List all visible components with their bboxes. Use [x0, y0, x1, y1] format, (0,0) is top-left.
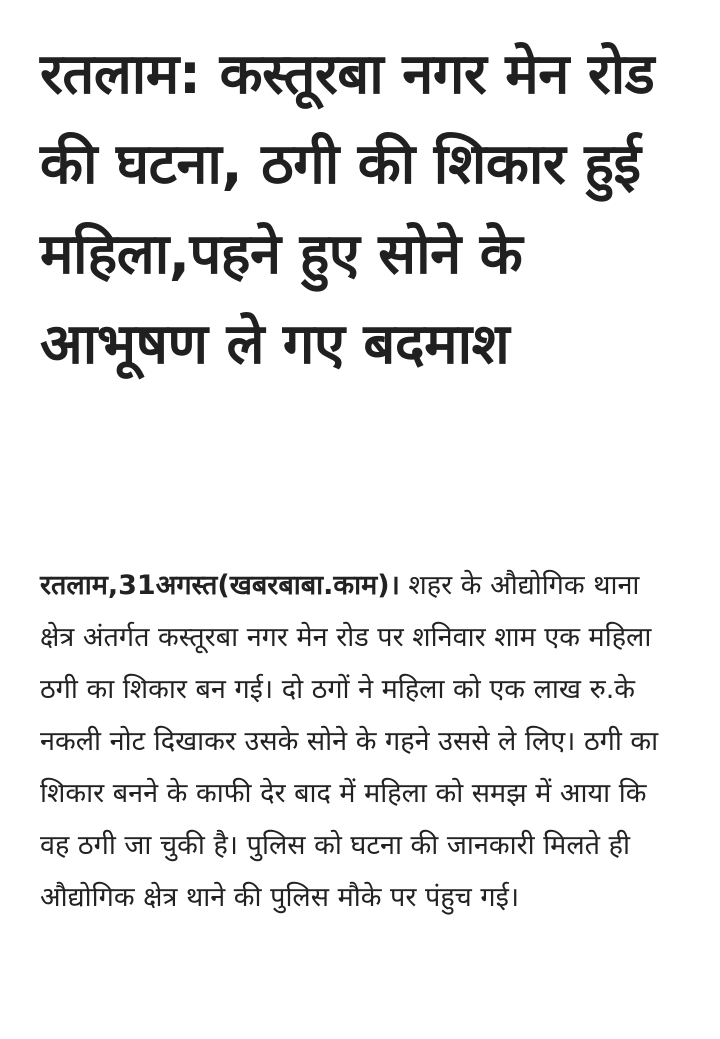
news-article	[40, 30, 690, 390]
article-body	[40, 560, 680, 924]
article-headline: रतलाम: कस्तूरबा नगर मेन रोड की घटना, ठगी की शिकार हुई महिला,पहने हुए सोने के आभूषण ले गए बदमाश	[40, 42, 655, 377]
article-body-text: शहर के औद्योगिक थाना क्षेत्र अंतर्गत कस्तूरबा नगर मेन रोड पर शनिवार शाम एक महिला ठगी का शिकार बन गई। दो ठगों ने महिला को एक लाख रु.के नकली नोट दिखाकर उसके सोने के गहने उससे ले लिए। ठगी का शिकार बनने के काफी देर बाद में महिला को समझ में आया कि वह ठगी जा चुकी है। पुलिस को घटना की जानकारी मिलते ही औद्योगिक क्षेत्र थाने की पुलिस मौके पर पंहुच गई।	[40, 570, 659, 913]
article-dateline: रतलाम,31अगस्त(खबरबाबा.काम)।	[40, 570, 400, 601]
